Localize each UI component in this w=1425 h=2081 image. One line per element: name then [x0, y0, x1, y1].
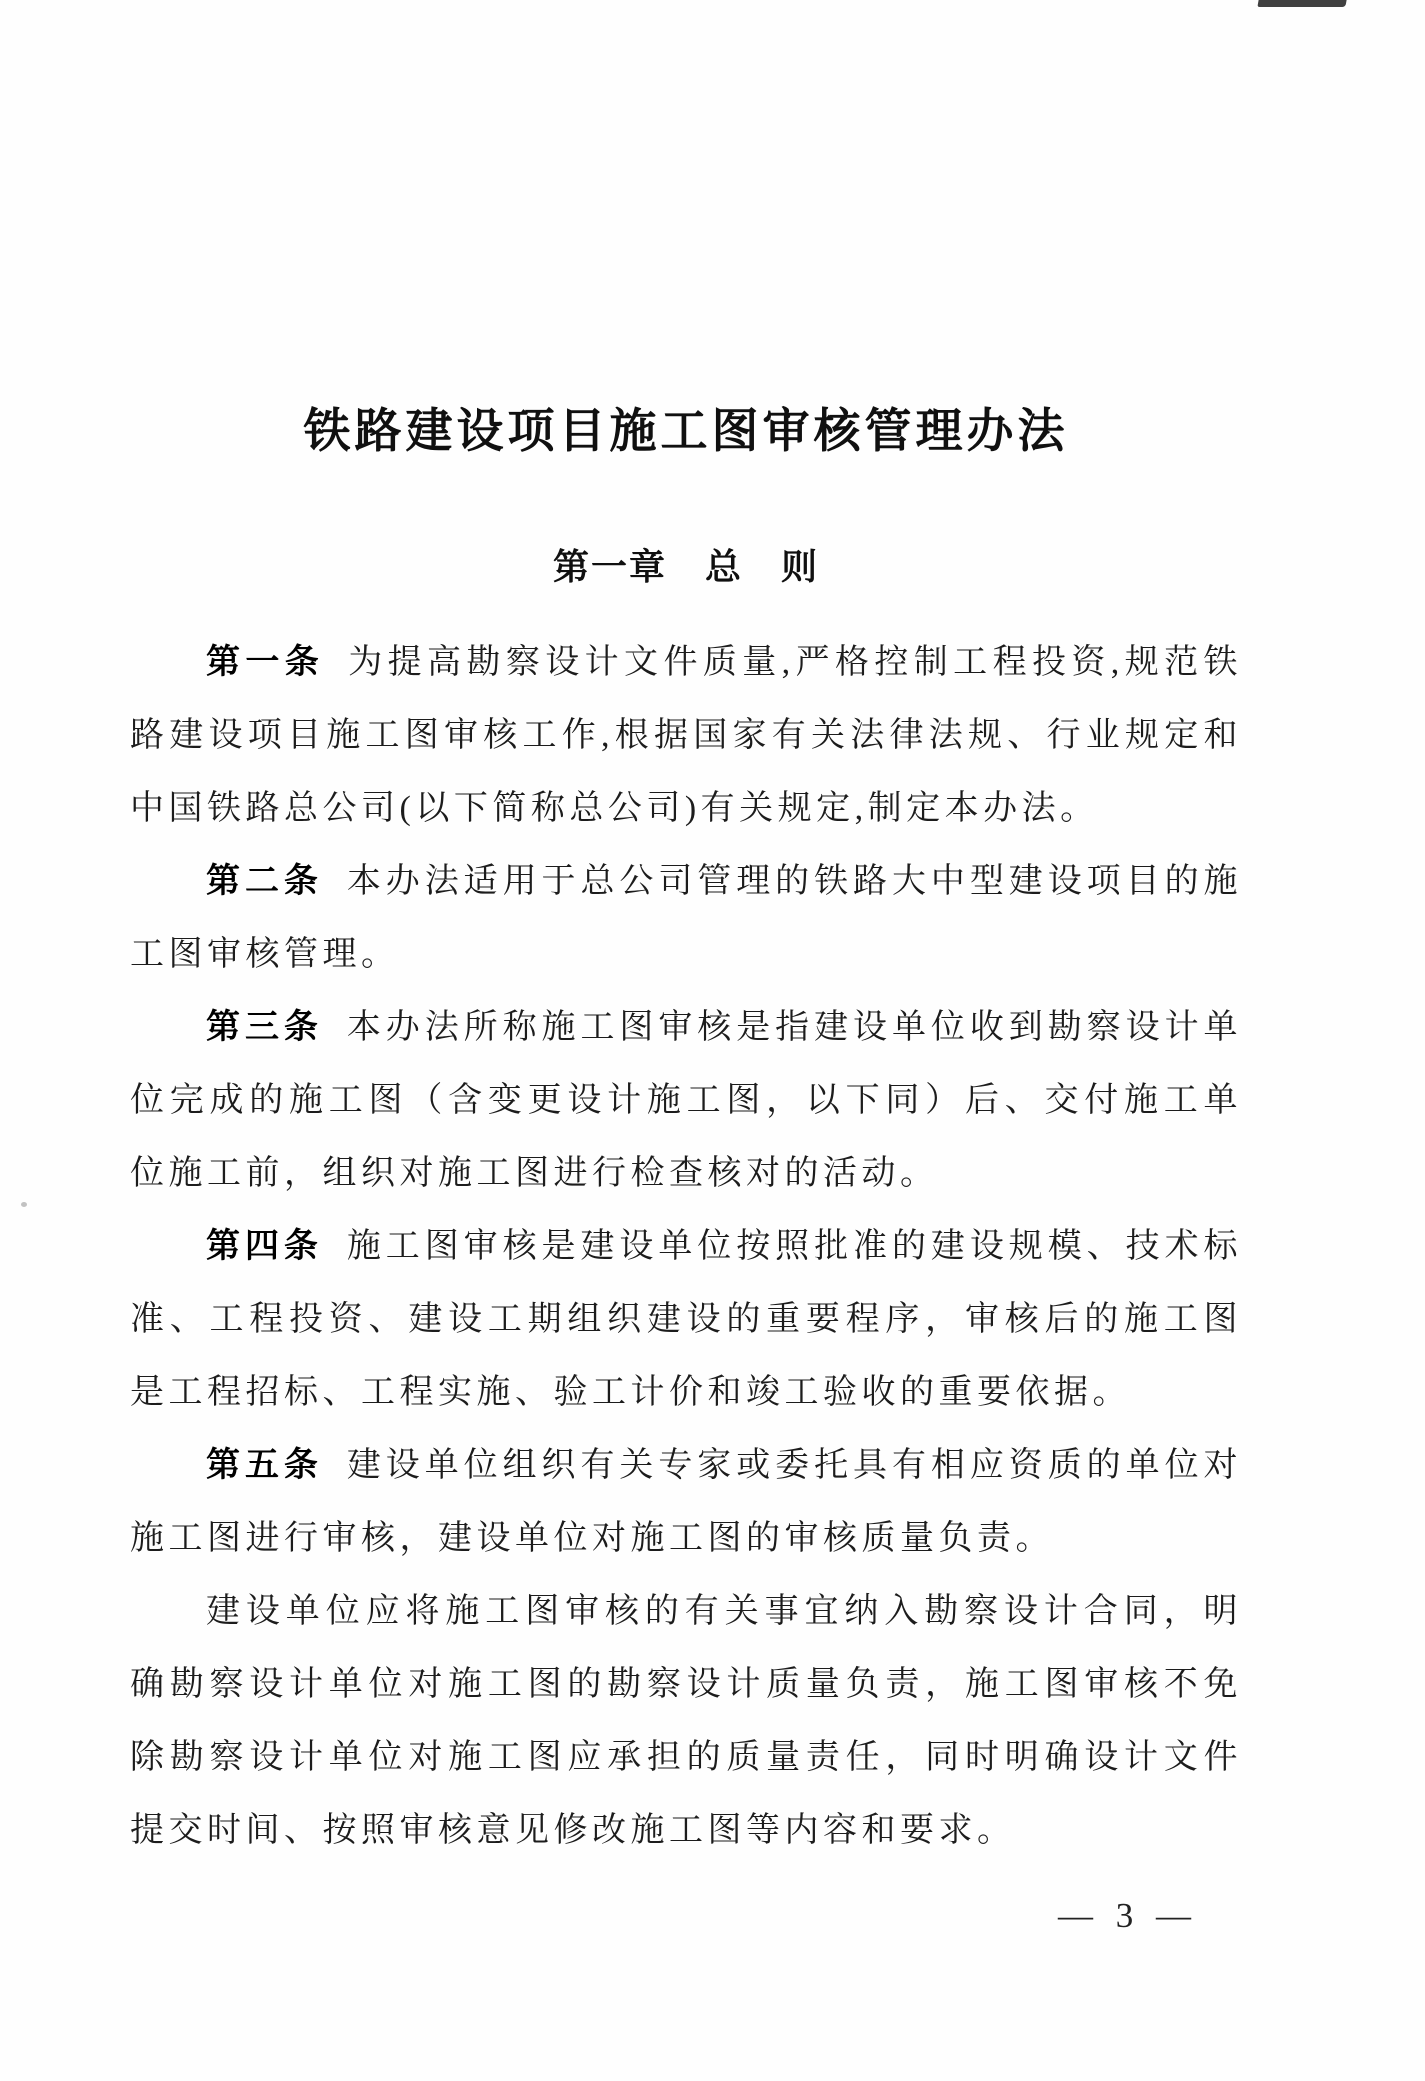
article-label: 第二条	[206, 861, 323, 901]
chapter-heading: 第一章 总 则	[552, 547, 819, 588]
article-paragraph-3	[130, 991, 1242, 1210]
article-text: 建设单位组织有关专家或委托具有相应资质的单位对施工图进行审核，建设单位对施工图的审核质量负责。	[130, 1447, 1243, 1557]
article-paragraph-2	[130, 845, 1242, 991]
article-text: 施工图审核是建设单位按照批准的建设规模、技术标准、工程投资、建设工期组织建设的重要程序，审核后的施工图是工程招标、工程实施、验工计价和竣工验收的重要依据。	[130, 1228, 1243, 1411]
article-paragraph-1	[130, 626, 1242, 845]
article-label: 第三条	[206, 1007, 323, 1047]
article-label: 第四条	[206, 1226, 323, 1266]
article-text: 建设单位应将施工图审核的有关事宜纳入勘察设计合同，明确勘察设计单位对施工图的勘察设计质量负责，施工图审核不免除勘察设计单位对施工图应承担的质量责任，同时明确设计文件提交时间、按照审核意见修改施工图等内容和要求。	[130, 1593, 1242, 1849]
article-paragraph-4	[130, 1210, 1242, 1429]
article-label: 第一条	[206, 642, 325, 682]
article-paragraph-6	[130, 1575, 1242, 1867]
document-title: 铁路建设项目施工图审核管理办法	[303, 404, 1069, 459]
article-text: 为提高勘察设计文件质量,严格控制工程投资,规范铁路建设项目施工图审核工作,根据国家有关法律法规、行业规定和中国铁路总公司(以下简称总公司)有关规定,制定本办法。	[130, 644, 1243, 827]
article-text: 本办法所称施工图审核是指建设单位收到勘察设计单位完成的施工图（含变更设计施工图，以下同）后、交付施工单位施工前，组织对施工图进行检查核对的活动。	[130, 1009, 1243, 1192]
article-label: 第五条	[206, 1445, 323, 1485]
article-paragraph-5	[130, 1429, 1242, 1575]
scan-speck-left-margin	[21, 1202, 27, 1207]
page-number: — 3 —	[1058, 1896, 1198, 1935]
article-text: 本办法适用于总公司管理的铁路大中型建设项目的施工图审核管理。	[130, 863, 1243, 973]
document-body	[130, 626, 1242, 1867]
scan-artifact-top-right	[1257, 0, 1346, 7]
